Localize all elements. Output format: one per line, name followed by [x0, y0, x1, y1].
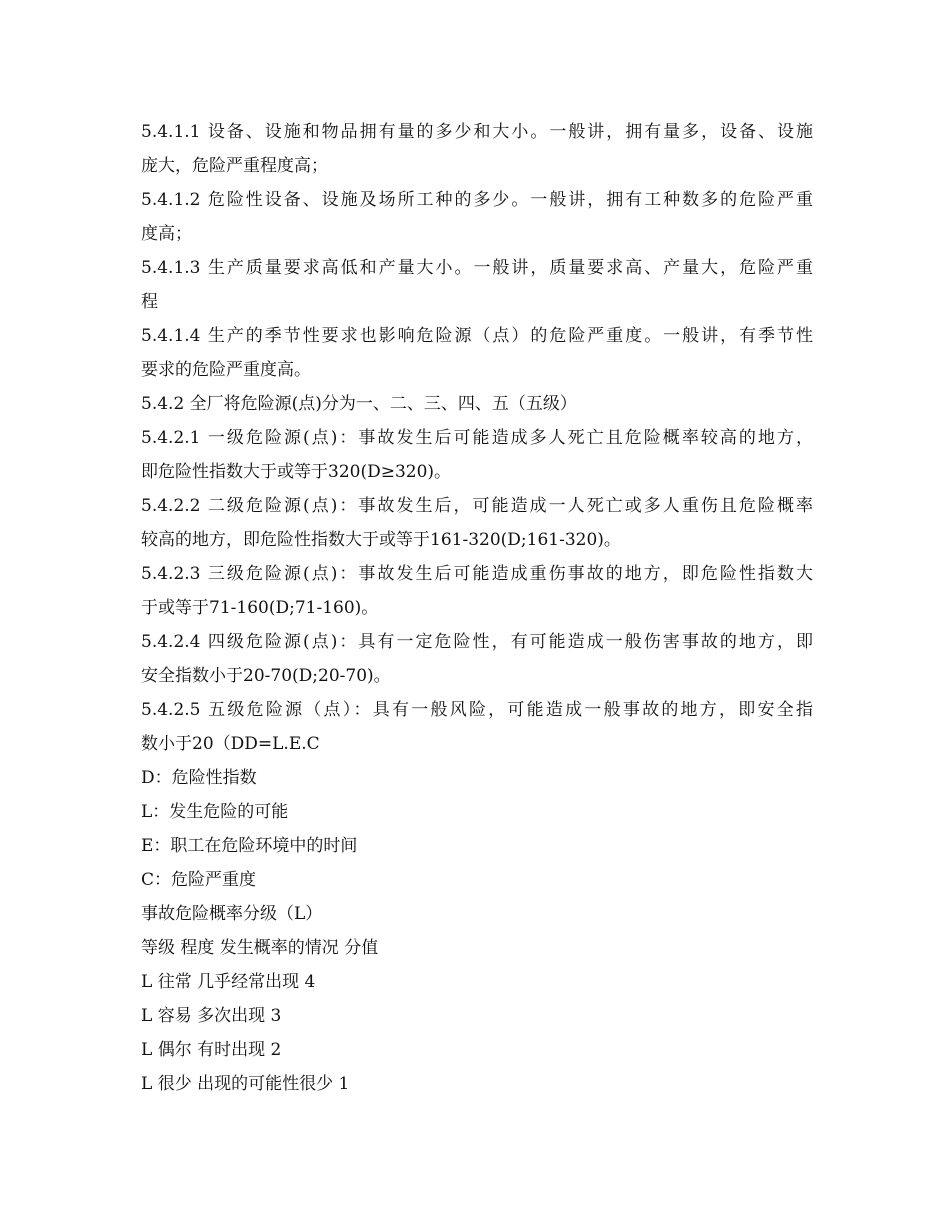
definition-line: E：职工在危险环境中的时间 [141, 836, 358, 856]
table-row-line: L 偶尔 有时出现 2 [141, 1040, 282, 1060]
text-line: 度高； [141, 224, 192, 244]
text-line: 5.4.1.3 生产质量要求高低和产量大小。一般讲，质量要求高、产量大，危险严重 [141, 258, 813, 278]
text-line: 庞大，危险严重程度高； [141, 156, 328, 176]
text-line: 安全指数小于20-70(D;20-70)。 [141, 666, 391, 686]
document-body [141, 115, 813, 1101]
text-line: 5.4.1.2 危险性设备、设施及场所工种的多少。一般讲，拥有工种数多的危险严重 [141, 190, 813, 210]
definition-line: C：危险严重度 [141, 870, 257, 890]
text-line: 即危险性指数大于或等于320(D≥320)。 [141, 462, 452, 482]
table-header-line: 等级 程度 发生概率的情况 分值 [141, 938, 379, 958]
table-row-line: L 容易 多次出现 3 [141, 1006, 282, 1026]
definition-line: L：发生危险的可能 [141, 802, 289, 822]
text-line: 5.4.2.3 三级危险源(点)：事故发生后可能造成重伤事故的地方，即危险性指数大 [141, 564, 813, 584]
text-line: 较高的地方，即危险性指数大于或等于161-320(D;161-320)。 [141, 530, 621, 550]
text-line: 要求的危险严重度高。 [141, 360, 311, 380]
table-row-line: L 很少 出现的可能性很少 1 [141, 1074, 350, 1094]
definition-line: D：危险性指数 [141, 768, 257, 788]
section-heading: 5.4.2 全厂将危险源(点)分为一、二、三、四、五（五级） [141, 394, 577, 414]
text-line: 5.4.2.2 二级危险源(点)：事故发生后，可能造成一人死亡或多人重伤且危险概率 [141, 496, 813, 516]
text-line: 数小于20（DD=L.E.C [141, 734, 320, 754]
table-caption: 事故危险概率分级（L） [141, 904, 323, 924]
table-row-line: L 往常 几乎经常出现 4 [141, 972, 316, 992]
text-line: 5.4.2.5 五级危险源（点）：具有一般风险，可能造成一般事故的地方，即安全指 [141, 700, 813, 720]
text-line: 程 [141, 292, 158, 312]
text-line: 5.4.1.4 生产的季节性要求也影响危险源（点）的危险严重度。一般讲，有季节性 [141, 326, 813, 346]
text-line: 5.4.2.1 一级危险源(点)：事故发生后可能造成多人死亡且危险概率较高的地方， [141, 428, 813, 448]
text-line: 5.4.1.1 设备、设施和物品拥有量的多少和大小。一般讲，拥有量多，设备、设施 [141, 122, 813, 142]
text-line: 于或等于71-160(D;71-160)。 [141, 598, 379, 618]
text-line: 5.4.2.4 四级危险源(点)：具有一定危险性，有可能造成一般伤害事故的地方，即 [141, 632, 813, 652]
